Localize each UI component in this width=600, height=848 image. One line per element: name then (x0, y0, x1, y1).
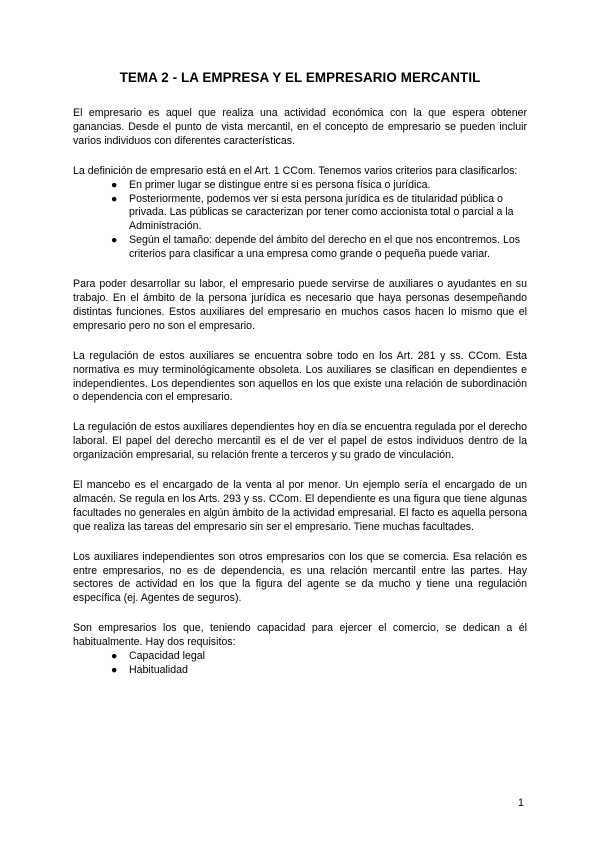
paragraph-dependientes: La regulación de estos auxiliares dependientes hoy en día se encuentra regulada por el derecho laboral. El papel del derecho mercantil es el de ver el papel de estos individuos dentro de la organización empresarial, su relación frente a terceros y su grado de vinculación. (73, 421, 527, 462)
list-item: ● En primer lugar se distingue entre si es persona física o jurídica. (111, 178, 431, 191)
paragraph-requisitos: Son empresarios los que, teniendo capacidad para ejercer el comercio, se dedican a él habitualmente. Hay dos requisitos: (73, 622, 527, 649)
paragraph-independientes: Los auxiliares independientes son otros empresarios con los que se comercia. Esa relación es entre empresarios, no es de dependencia, es una relación mercantil entre las partes. Hay sectores de actividad en los que la figura del agente se da mucho y tiene una regulación específica (ej. Agentes de seguros). (73, 550, 527, 605)
paragraph-intro: El empresario es aquel que realiza una actividad económica con la que espera obtener ganancias. Desde el punto de vista mercantil, en el concepto de empresario se pueden incluir varios individuos con diferentes características. (73, 107, 527, 147)
list-item: ● Según el tamaño: depende del ámbito del derecho en el que nos encontremos. Los criterios para clasificar a una empresa como grande o pequeña puede variar. (111, 234, 521, 261)
criteria-list (73, 179, 527, 262)
page-content (73, 70, 527, 694)
bullet-icon: ● (111, 192, 118, 205)
list-item: ● Capacidad legal (111, 650, 205, 663)
bullet-icon: ● (111, 234, 118, 247)
requisites-list (73, 650, 527, 678)
page-title: TEMA 2 - LA EMPRESA Y EL EMPRESARIO MERCANTIL (119, 70, 481, 85)
bullet-icon: ● (111, 664, 118, 676)
paragraph-auxiliares: Para poder desarrollar su labor, el empresario puede servirse de auxiliares o ayudantes en su trabajo. En el ámbito de la persona jurídica es necesario que haya personas desempeñando distintas funciones. Estos auxiliares del empresario en muchos casos hacen lo mismo que el empresario pero no son el empresario. (73, 278, 527, 332)
paragraph-regulacion: La regulación de estos auxiliares se encuentra sobre todo en los Art. 281 y ss. CCom. Esta normativa es muy terminológicamente obsoleta. Los auxiliares se clasifican en dependientes e independientes. Los dependientes son aquellos en los que existe una relación de subordinación o dependencia con el empresario. (73, 349, 527, 404)
page-number: 1 (518, 797, 524, 809)
bullet-icon: ● (111, 178, 118, 191)
bullet-icon: ● (111, 650, 118, 663)
paragraph-definition: La definición de empresario está en el Art. 1 CCom. Tenemos varios criterios para clasificarlos: (73, 164, 518, 177)
paragraph-mancebo: El mancebo es el encargado de la venta al por menor. Un ejemplo sería el encargado de un almacén. Se regula en los Arts. 293 y ss. CCom. El dependiente es una figura que tiene algunas facultades no generales en algún ámbito de la actividad empresarial. El facto es aquella persona que realiza las tareas del empresario sin ser el empresario. Tiene muchas facultades. (73, 479, 527, 533)
list-item: ● Habitualidad (111, 664, 188, 676)
list-item: ● Posteriormente, podemos ver si esta persona jurídica es de titularidad pública o privada. Las públicas se caracterizan por tener como accionista total o parcial a la Administración. (111, 192, 514, 233)
